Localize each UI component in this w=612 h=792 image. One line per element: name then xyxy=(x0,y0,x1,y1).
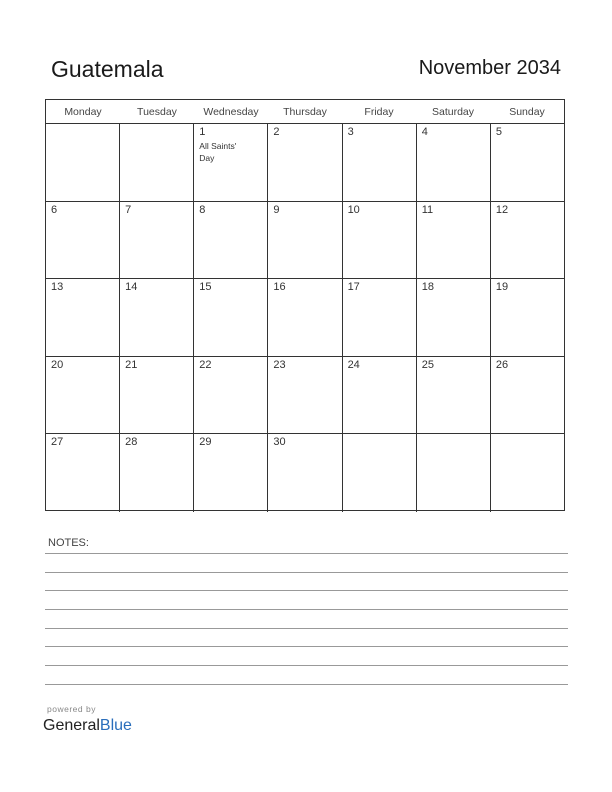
week-row xyxy=(46,279,564,357)
day-number: 22 xyxy=(199,358,212,371)
day-cell xyxy=(491,202,564,279)
day-number: 2 xyxy=(273,126,280,138)
day-cell xyxy=(268,202,342,279)
day-cell xyxy=(120,357,194,434)
day-number: 9 xyxy=(273,203,280,216)
notes-line xyxy=(45,572,568,573)
day-number: 10 xyxy=(347,203,360,216)
weekday-saturday: Saturday xyxy=(431,106,475,118)
day-number: 8 xyxy=(199,203,206,216)
day-number: 3 xyxy=(347,126,354,138)
week-row xyxy=(46,434,564,512)
day-cell xyxy=(343,357,417,434)
day-cell xyxy=(120,124,194,201)
powered-by-text: powered by xyxy=(47,704,96,714)
holiday-label: All Saints' Day xyxy=(199,141,237,163)
day-number: 14 xyxy=(125,281,138,293)
day-number: 27 xyxy=(51,436,64,448)
day-cell xyxy=(120,202,194,279)
week-row xyxy=(46,357,564,435)
week-row xyxy=(46,202,564,280)
day-number: 17 xyxy=(347,281,360,293)
day-number: 21 xyxy=(125,358,138,371)
day-number: 29 xyxy=(199,436,212,448)
day-cell xyxy=(491,434,564,512)
week-row xyxy=(46,124,564,202)
day-cell xyxy=(268,357,342,434)
day-cell xyxy=(268,124,342,201)
day-cell xyxy=(120,434,194,512)
day-number: 25 xyxy=(421,358,434,371)
day-cell xyxy=(46,434,120,512)
country-title: Guatemala xyxy=(51,56,164,82)
day-cell xyxy=(343,202,417,279)
generalblue-logo[interactable] xyxy=(43,717,132,735)
day-number: 11 xyxy=(421,203,434,216)
day-number: 15 xyxy=(199,281,212,293)
day-cell xyxy=(343,434,417,512)
notes-line xyxy=(45,646,568,647)
day-number: 30 xyxy=(273,436,286,448)
day-number: 16 xyxy=(273,281,286,293)
day-cell xyxy=(417,434,491,512)
day-cell xyxy=(194,434,268,512)
day-cell xyxy=(491,279,564,356)
weekday-header-row xyxy=(46,100,564,124)
notes-line xyxy=(45,590,568,591)
day-cell xyxy=(194,279,268,356)
day-cell xyxy=(417,279,491,356)
day-number: 6 xyxy=(51,203,58,216)
weekday-wednesday: Wednesday xyxy=(203,106,259,118)
notes-line xyxy=(45,553,568,554)
weekday-sunday: Sunday xyxy=(509,106,545,118)
day-number: 20 xyxy=(51,358,64,371)
day-cell xyxy=(491,357,564,434)
day-number: 19 xyxy=(495,281,509,293)
day-cell xyxy=(120,279,194,356)
day-number: 13 xyxy=(51,281,64,293)
brand-blue: Blue xyxy=(99,717,132,734)
day-cell xyxy=(268,279,342,356)
calendar-grid xyxy=(45,99,565,511)
brand-general: General xyxy=(43,717,100,734)
weekday-friday: Friday xyxy=(364,106,394,118)
notes-label: NOTES: xyxy=(48,537,89,549)
day-cell xyxy=(46,202,120,279)
month-year-title: November 2034 xyxy=(418,57,561,79)
day-cell xyxy=(46,124,120,201)
notes-line xyxy=(45,684,568,685)
day-cell xyxy=(46,279,120,356)
day-number: 1 xyxy=(199,126,206,138)
day-number: 28 xyxy=(125,436,138,448)
day-cell xyxy=(46,357,120,434)
day-cell xyxy=(417,202,491,279)
day-cell xyxy=(491,124,564,201)
day-cell xyxy=(268,434,342,512)
day-cell xyxy=(417,124,491,201)
day-cell xyxy=(194,124,268,201)
day-number: 23 xyxy=(273,358,286,371)
day-number: 26 xyxy=(495,358,509,371)
day-cell xyxy=(417,357,491,434)
day-number: 24 xyxy=(347,358,360,371)
day-cell xyxy=(194,357,268,434)
day-number: 5 xyxy=(495,126,502,138)
day-cell xyxy=(343,124,417,201)
notes-line xyxy=(45,609,568,610)
day-cell xyxy=(194,202,268,279)
day-number: 18 xyxy=(421,281,434,293)
day-number: 12 xyxy=(495,203,509,216)
weekday-monday: Monday xyxy=(64,106,102,118)
day-cell xyxy=(343,279,417,356)
day-number: 4 xyxy=(421,126,428,138)
notes-line xyxy=(45,628,568,629)
notes-line xyxy=(45,665,568,666)
weekday-tuesday: Tuesday xyxy=(137,106,177,118)
weekday-thursday: Thursday xyxy=(283,106,327,118)
day-number: 7 xyxy=(125,203,132,216)
